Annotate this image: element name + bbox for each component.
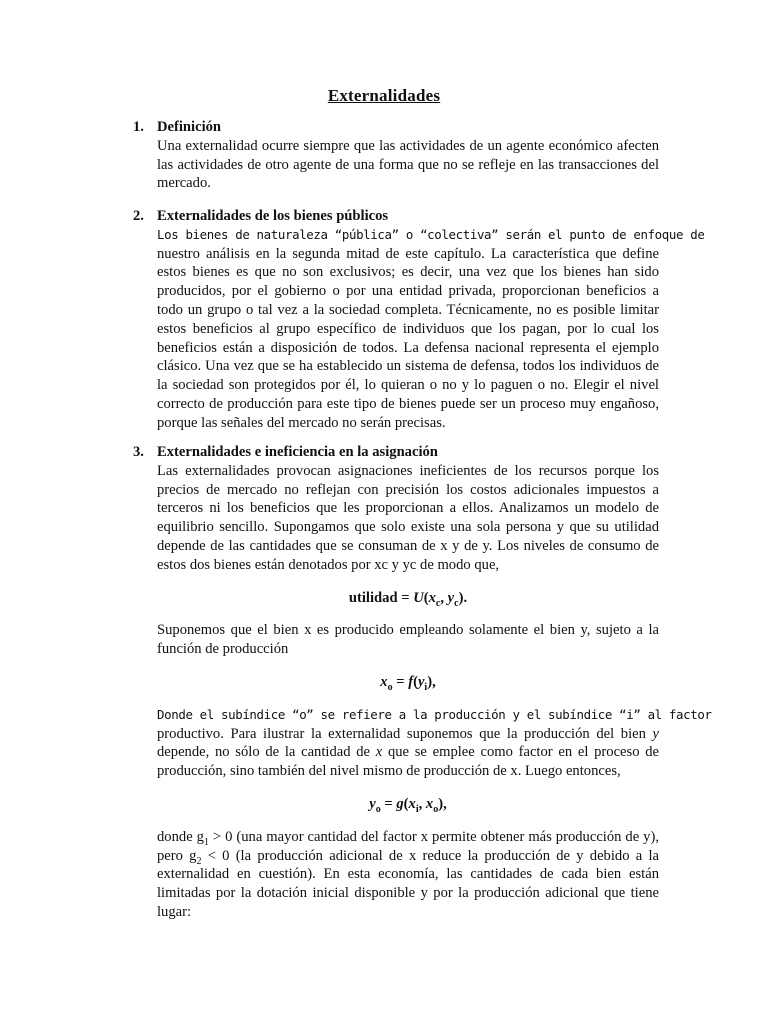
equation-var: y xyxy=(369,795,376,812)
text-var: x xyxy=(375,744,383,761)
section-ineficiencia xyxy=(133,443,712,922)
section-number: 2. xyxy=(133,208,144,224)
text-run: > 0 (una mayor cantidad del factor x permite obtener más producción de y), pero g xyxy=(157,828,659,864)
equation-subscript: c xyxy=(454,597,459,609)
section-body: nuestro análisis en la segunda mitad de este capítulo. La característica que define estos bienes es que no son exclusivos; es decir, una vez que los bienes han sido producidos, por el gobierno o por una entidad privada, proporcionan beneficios a todo un grupo o tal vez a la sociedad completa. Técnicamente, no es posible limitar estos beneficios al grupo específico de individuos que los pagan, por lo cual los beneficios están a disposición de todos. La defensa nacional representa el ejemplo clásico. Una vez que se ha establecido un sistema de defensa, todos los individuos de la sociedad son protegidos por él, lo quieran o no y lo paguen o no. Elegir el nivel correcto de producción para este tipo de bienes puede ser un proceso muy engañoso, porque las señales del mercado no serán precisas. xyxy=(157,245,659,431)
equation-var: x xyxy=(380,673,388,690)
paragraph-first-line: Donde el subíndice “o” se refiere a la producción y el subíndice “i” al factor xyxy=(157,706,712,722)
text-run: que se emplee como factor en el proceso de producción, sino también del nivel mismo de producción de x. Luego entonces, xyxy=(157,744,659,780)
equation-paren: ( xyxy=(403,795,409,812)
equation-var: y xyxy=(447,589,455,606)
equation-equals: = xyxy=(392,673,409,690)
equation-paren: ), xyxy=(427,673,436,690)
section-body: Una externalidad ocurre siempre que las actividades de un agente económico afecten las actividades de otro agente de una forma que no se refleje en las transacciones del mercado. xyxy=(157,137,659,192)
equation-function: U xyxy=(413,589,424,606)
section-body: Las externalidades provocan asignaciones ineficientes de los recursos porque los precios de mercado no reflejan con precisión los costos adicionales impuestos a terceros ni los beneficios que les proporcionan a ellos. Analizamos un modelo de equilibrio sencillo. Supongamos que solo existe una sola persona y que su utilidad depende de las cantidades que se consuman de x y de y. Los niveles de consumo de estos dos bienes están denotados por xc y yc de modo que, xyxy=(157,462,659,573)
text-var: y xyxy=(652,725,659,742)
section-heading xyxy=(133,207,659,226)
equation-externalidad xyxy=(157,795,659,814)
equation-paren: ( xyxy=(423,589,429,606)
equation-subscript: i xyxy=(415,803,419,815)
equation-paren: ). xyxy=(458,589,468,606)
section-definicion xyxy=(133,118,659,193)
text-subscript: 1 xyxy=(203,836,209,848)
equation-separator: , xyxy=(440,589,448,606)
section-number: 3. xyxy=(133,444,144,460)
section-title: Definición xyxy=(157,119,222,135)
equation-utilidad xyxy=(157,589,659,608)
section-heading xyxy=(133,118,659,137)
section-title: Externalidades e ineficiencia en la asignación xyxy=(157,444,438,460)
paragraph-subindices xyxy=(157,706,712,781)
equation-subscript: o xyxy=(433,803,439,815)
equation-subscript: o xyxy=(375,803,381,815)
section-bienes-publicos xyxy=(133,207,705,433)
equation-produccion xyxy=(157,673,659,692)
equation-var: y xyxy=(417,673,425,690)
equation-function: f xyxy=(408,673,414,690)
document-title: Externalidades xyxy=(327,86,441,105)
section-number: 1. xyxy=(133,119,144,135)
equation-label: utilidad = xyxy=(348,589,414,606)
equation-separator: , xyxy=(418,795,426,812)
text-run: donde g xyxy=(157,828,204,845)
equation-paren: ), xyxy=(438,795,447,812)
text-subscript: 2 xyxy=(196,855,202,867)
section-heading xyxy=(133,443,659,462)
section-title: Externalidades de los bienes públicos xyxy=(157,208,389,224)
paragraph-rest xyxy=(157,725,659,781)
equation-subscript: i xyxy=(424,681,428,693)
text-run: < 0 (la producción adicional de x reduce la producción de y debido a la externalidad en cuestión). En esta economía, las cantidades de cada bien están limitadas por la dotación inicial disponible y por la producción adicional que tiene lugar: xyxy=(157,847,659,920)
paragraph-derivadas xyxy=(157,828,659,922)
paragraph-produccion-x: Suponemos que el bien x es producido empleando solamente el bien y, sujeto a la función de producción xyxy=(157,622,659,658)
equation-var: x xyxy=(425,795,434,812)
equation-subscript: o xyxy=(387,681,393,693)
equation-subscript: c xyxy=(435,597,441,609)
section-body-first-line: Los bienes de naturaleza “pública” o “colectiva” serán el punto de enfoque de xyxy=(157,226,705,242)
equation-equals: = xyxy=(380,795,397,812)
equation-function: g xyxy=(396,795,404,812)
equation-paren: ( xyxy=(413,673,418,690)
equation-var: x xyxy=(428,589,436,606)
equation-var: x xyxy=(408,795,416,812)
text-run: productivo. Para ilustrar la externalidad suponemos que la producción del bien xyxy=(157,725,653,742)
text-run: depende, no sólo de la cantidad de xyxy=(157,744,376,761)
